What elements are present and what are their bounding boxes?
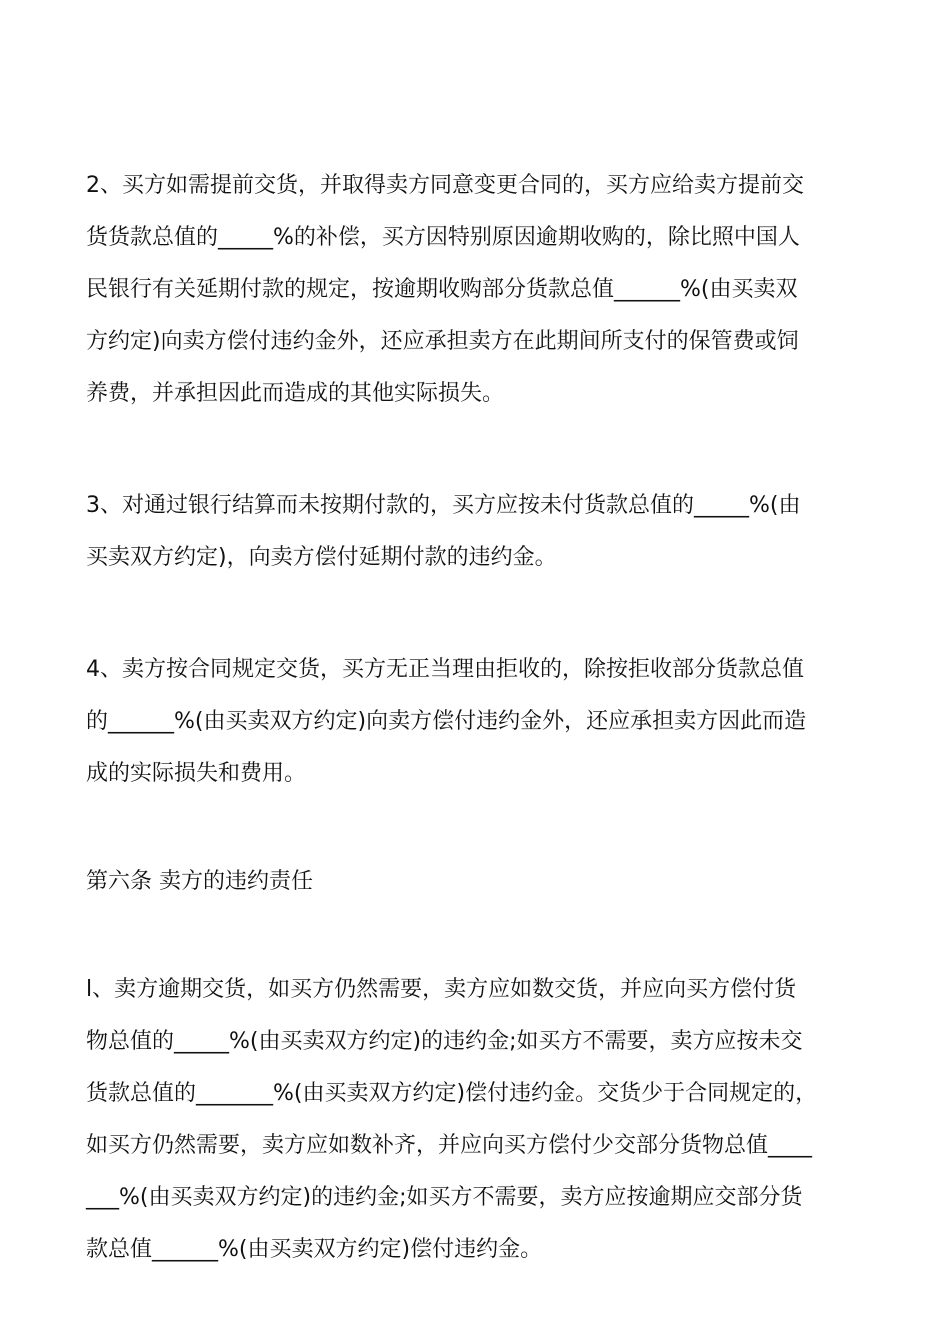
- text-line: 货款总值的_______%(由买卖双方约定)偿付违约金。交货少于合同规定的，: [86, 1081, 818, 1106]
- text-line: 成的实际损失和费用。: [86, 761, 307, 786]
- text-line: 养费，并承担因此而造成的其他实际损失。: [86, 381, 505, 406]
- text-line: 如买方仍然需要，卖方应如数补齐，并应向买方偿付少交部分货物总值____: [86, 1133, 813, 1158]
- document-page: [86, 160, 876, 1276]
- text-line: 方约定)向卖方偿付违约金外，还应承担卖方在此期间所支付的保管费或饲: [86, 329, 799, 354]
- text-line: 4、卖方按合同规定交货，买方无正当理由拒收的，除按拒收部分货款总值: [86, 657, 804, 682]
- seller-clause-1-paragraph: [86, 964, 876, 1276]
- text-line: 买卖双方约定)，向卖方偿付延期付款的违约金。: [86, 545, 557, 570]
- text-line: 3、对通过银行结算而未按期付款的，买方应按未付货款总值的_____%(由: [86, 493, 801, 518]
- text-line: 货货款总值的_____%的补偿，买方因特别原因逾期收购的，除比照中国人: [86, 225, 800, 250]
- text-line: l、卖方逾期交货，如买方仍然需要，卖方应如数交货，并应向买方偿付货: [86, 977, 797, 1002]
- heading-line: 第六条 卖方的违约责任: [86, 869, 313, 894]
- section-heading: [86, 856, 876, 908]
- text-line: 2、买方如需提前交货，并取得卖方同意变更合同的，买方应给卖方提前交: [86, 173, 804, 198]
- clause-3-paragraph: [86, 480, 876, 584]
- text-line: 的______%(由买卖双方约定)向卖方偿付违约金外，还应承担卖方因此而造: [86, 709, 807, 734]
- clause-2-paragraph: [86, 160, 876, 420]
- text-line: ___%(由买卖双方约定)的违约金;如买方不需要，卖方应按逾期应交部分货: [86, 1185, 803, 1210]
- text-line: 款总值______%(由买卖双方约定)偿付违约金。: [86, 1237, 543, 1262]
- clause-4-paragraph: [86, 644, 876, 800]
- text-line: 物总值的_____%(由买卖双方约定)的违约金;如买方不需要，卖方应按未交: [86, 1029, 803, 1054]
- text-line: 民银行有关延期付款的规定，按逾期收购部分货款总值______%(由买卖双: [86, 277, 798, 302]
